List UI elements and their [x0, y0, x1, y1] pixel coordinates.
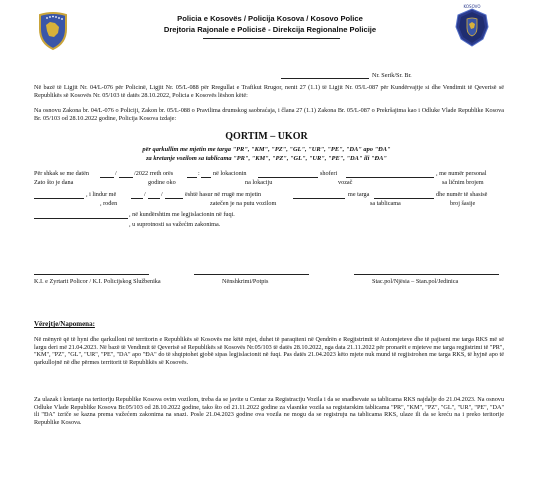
row2-label-location: na lokaciju — [245, 179, 273, 186]
row3-label-vehicle: është hasur në rrugë me mjetin — [185, 191, 262, 198]
row3-personal-number-field[interactable] — [34, 198, 84, 199]
station-unit-line[interactable] — [354, 274, 499, 275]
row1-colon: : — [198, 170, 200, 177]
row2-label-driver: vozač — [338, 179, 353, 186]
row4-label-vehicle: zatečen je na putu vozilom — [210, 200, 277, 207]
serial-number-label: Nr. Serik/Sr. Br. — [372, 72, 412, 79]
officer-id-label: K.I. e Zyrtarit Policor / K.I. Policijskog Službenika — [34, 278, 161, 285]
row1-minute-field[interactable] — [201, 177, 211, 178]
row1-label-location: në lokacionin — [213, 170, 247, 177]
officer-id-line[interactable] — [34, 274, 149, 275]
row2-label-date: Zato što je dana — [34, 179, 74, 186]
row1-day-field[interactable] — [100, 177, 114, 178]
row2-label-id-number: sa ličnim brojem — [442, 179, 484, 186]
form-title: QORTIM – UKOR — [225, 131, 308, 142]
form-subtitle-serbian: za kretanje vozilom sa tablicama "PR", "KM", "PZ", "GL", "UR", "PE", "DA" ili "ĐA" — [146, 155, 387, 162]
station-unit-label: Stac.pol/Njësia – Stan.pol/Jedinica — [372, 278, 459, 285]
row1-hour-field[interactable] — [187, 177, 197, 178]
serial-line — [281, 78, 369, 79]
row3-slash-2: / — [161, 191, 163, 198]
row3-vehicle-field[interactable] — [293, 198, 345, 199]
row4-label-chassis: broj šasije — [450, 200, 476, 207]
row1-driver-field[interactable] — [346, 177, 434, 178]
header-directorate: Drejtoria Rajonale e Policisë - Direkcija Regionalne Policije — [163, 25, 377, 34]
row1-label-personal-number: , me numër personal — [436, 170, 487, 177]
row5-text: , në kundërshtim me legjislacionin në fuqi. — [129, 211, 235, 218]
signature-line[interactable] — [194, 274, 309, 275]
kosovo-police-badge-icon — [450, 3, 494, 51]
header-institution: Policia e Kosovës / Policija Kosova / Kosovo Police — [177, 14, 363, 23]
kosovo-coat-of-arms-icon — [36, 9, 70, 51]
row1-month-field[interactable] — [119, 177, 133, 178]
row3-plates-field[interactable] — [374, 198, 434, 199]
note-serbian: Za ulazak i kretanje na teritoriju Republike Kosova ovim vozilom, treba da se javite u Centar za Registraciju Vozila i da se snadbevate sa tablicama RKS najdalje do 21.04.2023. Na osnovu Odluke Vlade Republike Kosova Br.05/103 od 28.10.2022 godine, tako što od 21.11.2022 godine za vlasnike vozila sa registarskim tablicama "PR", "KM", "PZ", "GL", "UR", "PE", "DA" ili "ĐA" izriče se kazna prema važećem zakonima na snazi. Posle 21.04.2023 godine ova vozila ne mogu da se registruju na tablicama RKS, ulaze ili da se kreću na i preko teritorije Republike Kosova. — [34, 396, 504, 426]
row3-slash-1: / — [144, 191, 146, 198]
row1-label-year-time: /2022 rreth orës — [134, 170, 174, 177]
row3-label-plates: me targa — [348, 191, 370, 198]
row6-text: , u suprotnosti sa važećim zakonima. — [129, 221, 221, 228]
row1-label-driver: shoferi — [320, 170, 338, 177]
note-albanian: Në mënyrë që të hyni dhe qarkulloni në territorin e Republikës së Kosovës me këtë mjet, duhet të paraqiteni në Qendrën e Regjistrimit të Automjeteve dhe të pajiseni me targa RKS më së largu deri më 21.04.2023. Në bazë të Vendimit të Qeverisë së Republikës së Kosovës Nr.05/103 të datës 28.10.2022, nga data 21.11.2022 për pronarët e mjeteve me targa regjistrimi të "PR", "KM", "PZ", "GL", "UR", "PE", "DA" apo "ĐA" do të shqiptohet gjobë sipas legjislacionit në fuqi. Pas datës 21.04.2023 këto mjete nuk mund të regjistrohen me targa RKS, të hyjnë apo të qarkullojnë në dhe përmes territorit të Republikës së Kosovës. — [34, 336, 504, 366]
row1-slash: / — [115, 170, 117, 177]
svg-text:KOSOVO: KOSOVO — [463, 4, 481, 9]
row3-label-born: , i lindur më — [86, 191, 117, 198]
row3-label-chassis: dhe numër të shasisë — [436, 191, 488, 198]
row2-label-time: godine oko — [148, 179, 176, 186]
notes-heading: Vërejtje/Napomena: — [34, 320, 95, 328]
row4-label-born: , rođen — [100, 200, 118, 207]
signature-label: Nënshkrimi/Potpis — [222, 278, 269, 285]
row4-label-plates: sa tablicama — [370, 200, 401, 207]
legal-intro-albanian: Në bazë të Ligjit Nr. 04/L-076 për Policinë, Ligjit Nr. 05/L-088 për Rregullat e Trafikut Rrugor, nenit 27 (1.1) të Ligjit Nr. 05/L-087 për Kundërvajtje si dhe Vendimit të Qeverisë së Republikës së Kosovës Nr. 05/103 të datës 28.10.2022, Policia e Kosovës lëshon këtë: — [34, 84, 504, 99]
row3-birth-day-field[interactable] — [131, 198, 143, 199]
row1-location-field[interactable] — [258, 177, 318, 178]
row5-chassis-number-field[interactable] — [34, 218, 128, 219]
row3-birth-year-field[interactable] — [165, 198, 183, 199]
row3-birth-month-field[interactable] — [148, 198, 160, 199]
form-subtitle-albanian: për qarkullim me mjetin me targa "PR", "KM", "PZ", "GL", "UR", "PE", "DA" apo "ĐA" — [142, 146, 391, 153]
legal-intro-serbian: Na osnovu Zakona br. 04/L-076 o Policiji, Zakon br. 05/L-088 o Pravilima drumskog saobraćaja, i člana 27 (1.1) Zakona Br. 05/L-087 o Prekršajima kao i Odluke Vlade Republike Kosova Br. 05/103 od 28.10.2022 godine, Policija Kosova izdaje: — [34, 107, 504, 122]
row1-label-date: Për shkak se me datën — [34, 170, 89, 177]
header-underline — [203, 38, 340, 39]
